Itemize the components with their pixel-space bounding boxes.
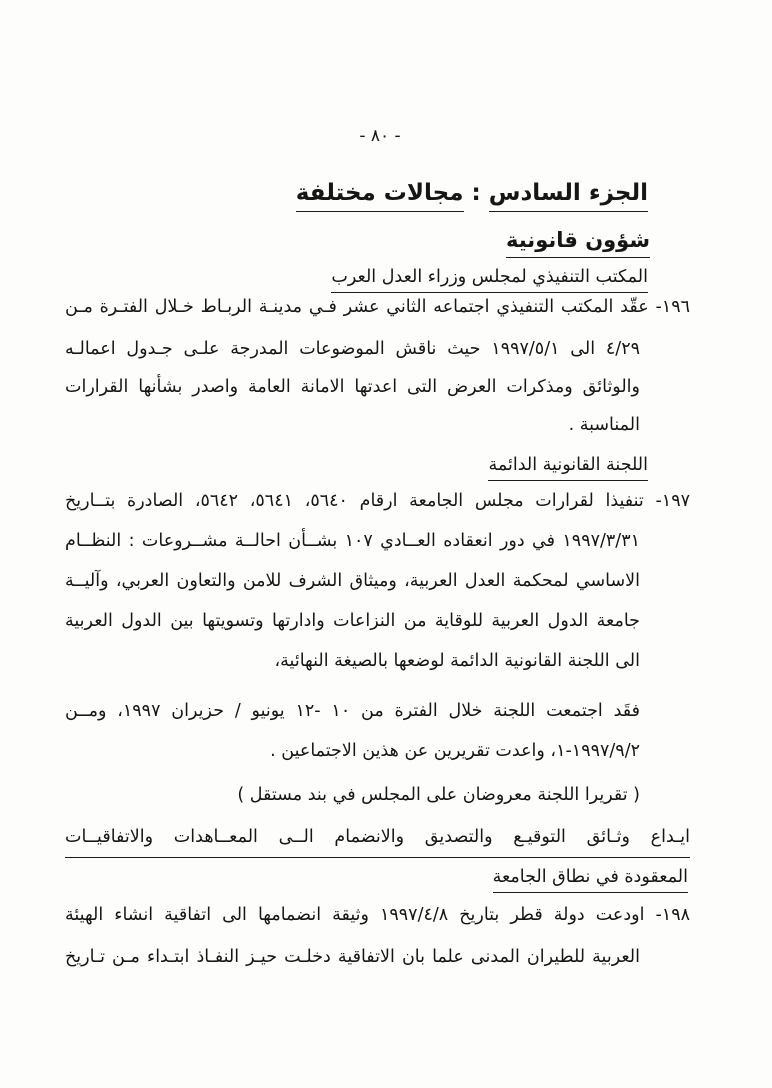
deposit-heading-line-2: المعقودة في نطاق الجامعة [65,864,688,891]
page-number: - ٨٠ - [359,126,401,146]
paragraph-198-line-2: العربية للطيران المدنى علما بان الاتفاقية دخلـت حيـز النفـاذ ابتـداء مـن تـاريخ [65,947,640,967]
paragraph-196-line-1: ١٩٦- عقّد المكتب التنفيذي اجتماعه الثاني عشر فـي مدينـة الربـاط خـلال الفتـرة مـن [65,297,690,317]
part-heading-separator: : [463,180,489,206]
deposit-heading-line-1: ايـداع وثـائق التوقيـع والتصديق والانضمام الــى المعــاهدات والاتفاقيــات [65,824,690,858]
committee-reports-note: ( تقريرا اللجنة معروضان على المجلس في بند مستقل ) [237,785,640,805]
paragraph-197-line-4: جامعة الدول العربية للوقاية من النزاعات وادارتها وتسويتها بين الدول العربية [65,611,640,631]
exec-office-heading: المكتب التنفيذي لمجلس وزراء العدل العرب [65,264,648,291]
paragraph-198-line-1: ١٩٨- اودعت دولة قطر بتاريخ ١٩٩٧/٤/٨ وثيقة انضمامها الى اتفاقية انشاء الهيئة [65,905,690,925]
paragraph-197-meetings-line-1: فقَد اجتمعت اللجنة خلال الفترة من ١٠ -١٢ يونيو / حزيران ١٩٩٧، ومــن [65,701,640,721]
part-heading-topic: مجالات مختلفة [296,180,464,212]
paragraph-197-line-5: الى اللجنة القانونية الدائمة لوضعها بالصيغة النهائية، [274,651,640,671]
paragraph-197-line-3: الاساسي لمحكمة العدل العربية، وميثاق الشرف للامن والتعاون العربي، وآليــة [65,571,640,591]
paragraph-197-meetings-line-2: ١٩٩٧/٩/٢-١، واعدت تقريرين عن هذين الاجتماعين . [270,741,640,761]
part-heading [65,176,648,212]
paragraph-197-line-1: ١٩٧- تنفيذا لقرارات مجلس الجامعة ارقام ٥٦٤٠، ٥٦٤١، ٥٦٤٢، الصادرة بتــاريخ [65,491,690,511]
paragraph-196-line-2: ٤/٢٩ الى ١٩٩٧/٥/١ حيث ناقش الموضوعات المدرجة علـى جـدول اعمالـه [65,339,641,359]
paragraph-197-line-2: ١٩٩٧/٣/٣١ في دور انعقاده العــادي ١٠٧ بشــأن احالــة مشــروعات : النظــام [65,531,640,551]
paragraph-196-line-3: والوثائق ومذكرات العرض التى اعدتها الامانة العامة واصدر بشأنها القرارات [65,377,640,397]
legal-committee-heading: اللجنة القانونية الدائمة [65,452,648,479]
part-heading-number: الجزء السادس [489,180,648,212]
paragraph-196-line-4: المناسبة . [568,415,640,435]
legal-affairs-heading: شؤون قانونية [65,224,650,257]
